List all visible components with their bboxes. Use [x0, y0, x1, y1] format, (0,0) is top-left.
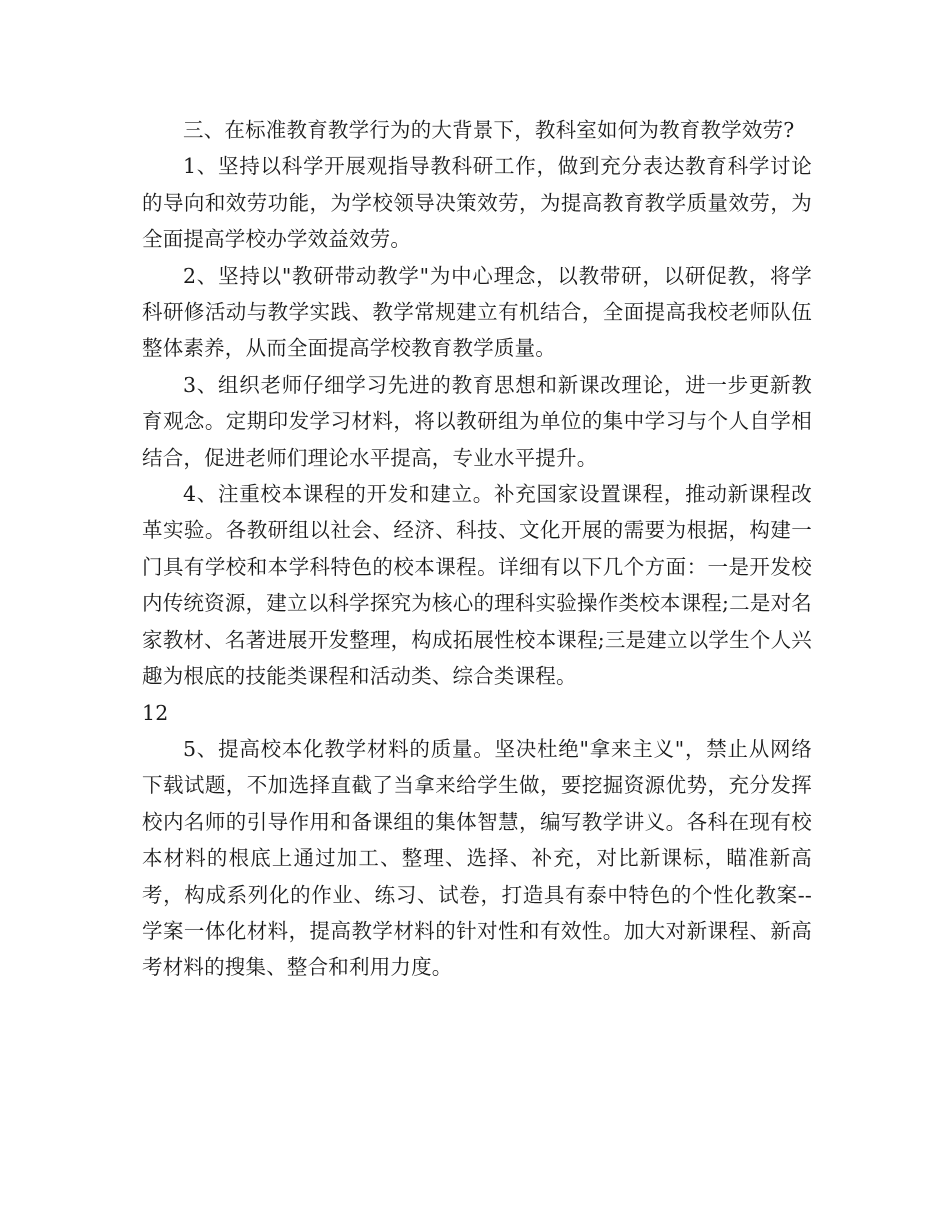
paragraph-item-5: 5、提高校本化教学材料的质量。坚决杜绝"拿来主义"，禁止从网络下载试题，不加选择直截了当拿来给学生做，要挖掘资源优势，充分发挥校内名师的引导作用和备课组的集体智慧，编写教学讲义。各科在现有校本材料的根底上通过加工、整理、选择、补充，对比新课标，瞄准新高考，构成系列化的作业、练习、试卷，打造具有泰中特色的个性化教案--学案一体化材料，提高教学材料的针对性和有效性。加大对新课程、新高考材料的搜集、整合和利用力度。 — [142, 736, 812, 980]
document-body — [142, 112, 812, 986]
paragraph-item-2: 2、坚持以"教研带动教学"为中心理念，以教带研，以研促教，将学科研修活动与教学实践、教学常规建立有机结合，全面提高我校老师队伍整体素养，从而全面提高学校教育教学质量。 — [142, 263, 812, 361]
section-heading-paragraph: 三、在标准教育教学行为的大背景下，教科室如何为教育教学效劳? — [183, 118, 795, 142]
paragraph-item-4: 4、注重校本课程的开发和建立。补充国家设置课程，推动新课程改革实验。各教研组以社会、经济、科技、文化开展的需要为根据，构建一门具有学校和本学科特色的校本课程。详细有以下几个方面：一是开发校内传统资源，建立以科学探究为核心的理科实验操作类校本课程;二是对名家教材、名著进展开发整理，构成拓展性校本课程;三是建立以学生个人兴趣为根底的技能类课程和活动类、综合类课程。 — [142, 482, 812, 689]
page-number-marker: 12 — [142, 700, 169, 725]
paragraph-item-1: 1、坚持以科学开展观指导教科研工作，做到充分表达教育科学讨论的导向和效劳功能，为学校领导决策效劳，为提高教育教学质量效劳，为全面提高学校办学效益效劳。 — [142, 154, 812, 252]
paragraph-item-3: 3、组织老师仔细学习先进的教育思想和新课改理论，进一步更新教育观念。定期印发学习材料，将以教研组为单位的集中学习与个人自学相结合，促进老师们理论水平提高，专业水平提升。 — [142, 372, 812, 470]
